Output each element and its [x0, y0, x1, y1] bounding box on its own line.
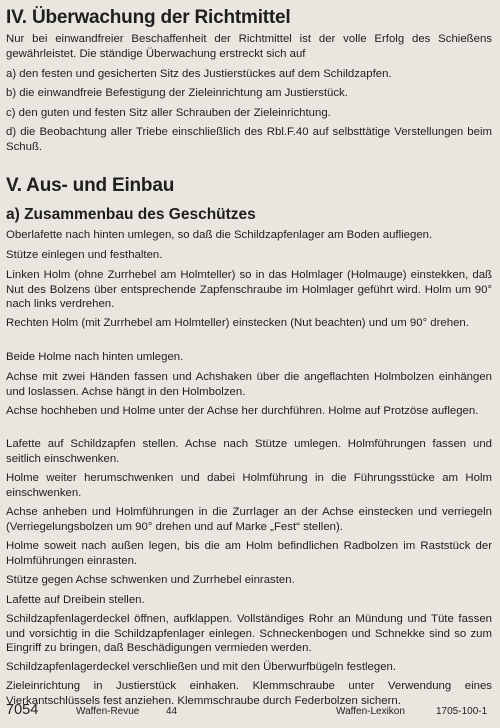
paragraph: Rechten Holm (mit Zurrhebel am Holmteller) einstecken (Nut beachten) und um 90° drehen. [6, 317, 469, 329]
section-title: IV. Überwachung der Richtmittel [6, 7, 291, 28]
page-footer [0, 702, 500, 722]
footer-series: Waffen-Lexikon [336, 706, 405, 717]
section-title: V. Aus- und Einbau [6, 175, 175, 196]
paragraph: Beide Holme nach hinten umlegen. [6, 351, 184, 363]
page-number: 7054 [6, 702, 39, 718]
paragraph: Stütze gegen Achse schwenken und Zurrhebel einrasten. [6, 574, 295, 586]
list-item: a) den festen und gesicherten Sitz des Justierstückes auf dem Schildzapfen. [6, 68, 392, 80]
paragraph: Stütze einlegen und festhalten. [6, 249, 163, 261]
paragraph: Lafette auf Dreibein stellen. [6, 594, 145, 606]
list-item: d) die Beobachtung aller Triebe einschließlich des Rbl.F.40 auf selbsttätige Verstellungen beim Schuß. [6, 126, 492, 153]
paragraph: Achse hochheben und Holme unter der Achse her durchführen. Holme auf Protzöse auflegen. [6, 405, 479, 417]
intro-paragraph: Nur bei einwandfreier Beschaffenheit der Richtmittel ist der volle Erfolg des Schießens gewährleistet. Die ständige Überwachung erstreckt sich auf [6, 33, 492, 60]
paragraph: Linken Holm (ohne Zurrhebel am Holmteller) so in das Holmlager (Holmauge) einstekken, daß Nut des Bolzens über entsprechende Zapfenschraube im Holmlager geführt wird. Holm um 90° nach links verdrehen. [6, 269, 492, 310]
paragraph: Holme weiter herumschwenken und dabei Holmführung in die Führungsstücke am Holm einschwenken. [6, 472, 492, 499]
paragraph: Oberlafette nach hinten umlegen, so daß die Schildzapfenlager am Boden aufliegen. [6, 229, 433, 241]
paragraph: Holme soweit nach außen legen, bis die am Holm befindlichen Radbolzen im Raststück der Holmführungen einrasten. [6, 540, 492, 567]
paragraph: Schildzapfenlagerdeckel öffnen, aufklappen. Vollständiges Rohr an Mündung und Tüte fassen und vorsichtig in die Schildzapfenlager einlegen. Schneckenbogen und Schnekke sind so zum Eingriff zu bringen, daß Beschädigungen vermieden werden. [6, 613, 492, 654]
list-item: b) die einwandfreie Befestigung der Zieleinrichtung am Justierstück. [6, 87, 348, 99]
paragraph: Schildzapfenlagerdeckel verschließen und mit den Überwurfbügeln festlegen. [6, 661, 397, 673]
footer-code: 1705-100-1 [436, 706, 488, 717]
footer-publication: Waffen-Revue [76, 706, 140, 717]
paragraph: Achse anheben und Holmführungen in die Zurrlager an der Achse einstecken und verriegeln (Verriegelungsbolzen um 90° drehen und auf Marke „Fest“ stellen). [6, 506, 492, 533]
list-item: c) den guten und festen Sitz aller Schrauben der Zieleinrichtung. [6, 107, 331, 119]
paragraph: Lafette auf Schildzapfen stellen. Achse nach Stütze umlegen. Holmführungen fassen und seitlich einschwenken. [6, 438, 492, 465]
subsection-title: a) Zusammenbau des Geschützes [6, 206, 256, 223]
paragraph: Achse mit zwei Händen fassen und Achshaken über die angeflachten Holmbolzen einhängen und loslassen. Achse hängt in den Holmbolzen. [6, 371, 492, 398]
footer-issue: 44 [166, 706, 178, 717]
paragraph: Zieleinrichtung in Justierstück einhaken. Klemmschraube unter Verwendung eines Vierkantschlüssels fest anziehen. Klemmschraube durch Federbolzen sichern. [6, 680, 492, 707]
